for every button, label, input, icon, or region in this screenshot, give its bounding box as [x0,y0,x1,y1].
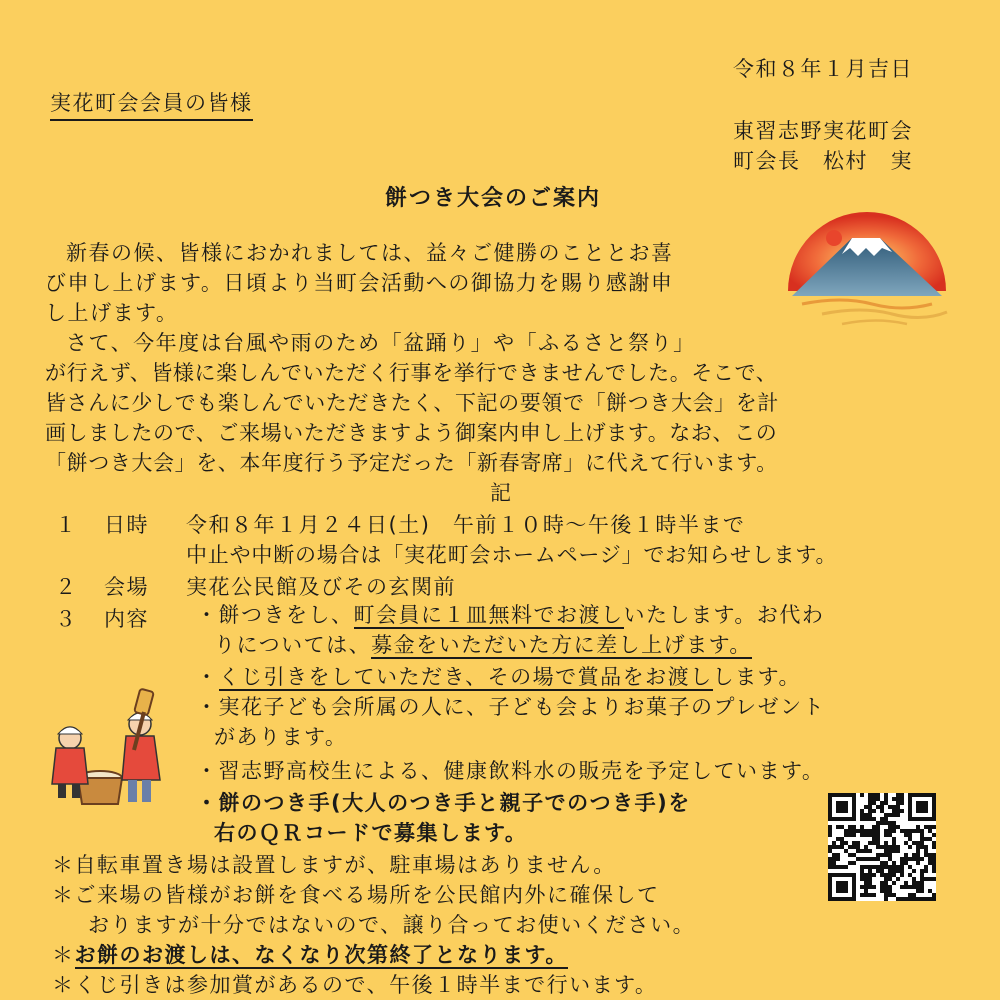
note-mochi-end-text: お餅のお渡しは、なくなり次第終了となります。 [74,943,568,967]
paragraph2-line5: 「餅つき大会」を、本年度行う予定だった「新春寄席」に代えて行います。 [45,451,778,475]
signer: 町会長 松村 実 [733,149,913,173]
item-number-1: １ [55,513,78,537]
page-title: 餅つき大会のご案内 [385,186,602,211]
mochi-pounding-illustration [42,686,172,816]
item-number-2: ２ [55,575,78,599]
content-bullet4: ・習志野高校生による、健康飲料水の販売を予定しています。 [196,759,825,783]
item-label-datetime: 日時 [104,513,149,537]
content-bullet2 [196,662,801,692]
content-bullet1-line2 [214,630,752,660]
paragraph1-line2: び申し上げます。日頃より当町会活動への御協力を賜り感謝申 [45,271,674,295]
paragraph2-line1: さて、今年度は台風や雨のため「盆踊り」や「ふるさと祭り」 [66,331,696,355]
note-eating-space-line1: ＊ご来場の皆様がお餅を食べる場所を公民館内外に確保して [52,883,660,907]
paragraph2-line2: が行えず、皆様に楽しんでいただく行事を挙行できませんでした。そこで、 [45,361,778,385]
bullet2-underlined: くじ引きをしていただき、その場で賞品をお渡し [218,665,713,689]
paragraph1-line3: し上げます。 [45,301,179,325]
date: 令和８年１月吉日 [733,57,913,81]
content-bullet3-line2: があります。 [214,725,348,749]
content-bullet5-line2: 右のＱＲコードで募集します。 [214,821,528,845]
addressee: 実花町会会員の皆様 [50,88,253,121]
bullet1-line2-underlined: 募金をいただいた方に差し上げます。 [371,633,752,657]
ki-marker: 記 [490,481,513,505]
note-lottery: ＊くじ引きは参加賞があるので、午後１時半まで行います。 [52,973,658,997]
paragraph1-line1: 新春の候、皆様におかれましては、益々ご健勝のこととお喜 [66,241,674,265]
paragraph2-line3: 皆さんに少しでも楽しんでいただきたく、下記の要領で「餅つき大会」を計 [45,391,779,415]
organization: 東習志野実花町会 [733,119,913,143]
bullet1-text-underlined: 町会員に１皿無料でお渡し [353,603,624,627]
bullet2-post: します。 [712,665,801,689]
bullet1-line2-pre: りについては、 [214,633,372,657]
note-mochi-end-mark: ＊ [52,943,75,967]
item-value-venue: 実花公民館及びその玄関前 [186,575,456,599]
note-bicycle-parking: ＊自転車置き場は設置しますが、駐車場はありません。 [52,853,616,877]
item-number-3: ３ [55,607,78,631]
bullet2-pre: ・ [196,665,219,689]
paragraph2-line4: 画しましたので、ご来場いただきますよう御案内申し上げます。なお、この [45,421,778,445]
content-bullet3-line1: ・実花子ども会所属の人に、子ども会よりお菓子のプレゼント [196,695,826,719]
mount-fuji-sunrise-illustration [782,196,952,331]
note-eating-space-line2: おりますが十分ではないので、譲り合ってお使いください。 [88,913,696,937]
bullet1-text-post: いたします。お代わ [623,603,825,627]
item-label-venue: 会場 [104,575,149,599]
item-label-content: 内容 [104,607,149,631]
bullet1-text-pre: ・餅つきをし、 [196,603,354,627]
item-value-cancel-notice: 中止や中断の場合は「実花町会ホームページ」でお知らせします。 [186,543,838,567]
content-bullet5-line1: ・餅のつき手(大人のつき手と親子でのつき手)を [196,791,691,815]
item-value-datetime: 令和８年１月２４日(土) 午前１０時～午後１時半まで [186,513,746,537]
qr-code [828,793,936,901]
note-mochi-end [52,940,568,970]
content-bullet1-line1 [196,600,824,630]
